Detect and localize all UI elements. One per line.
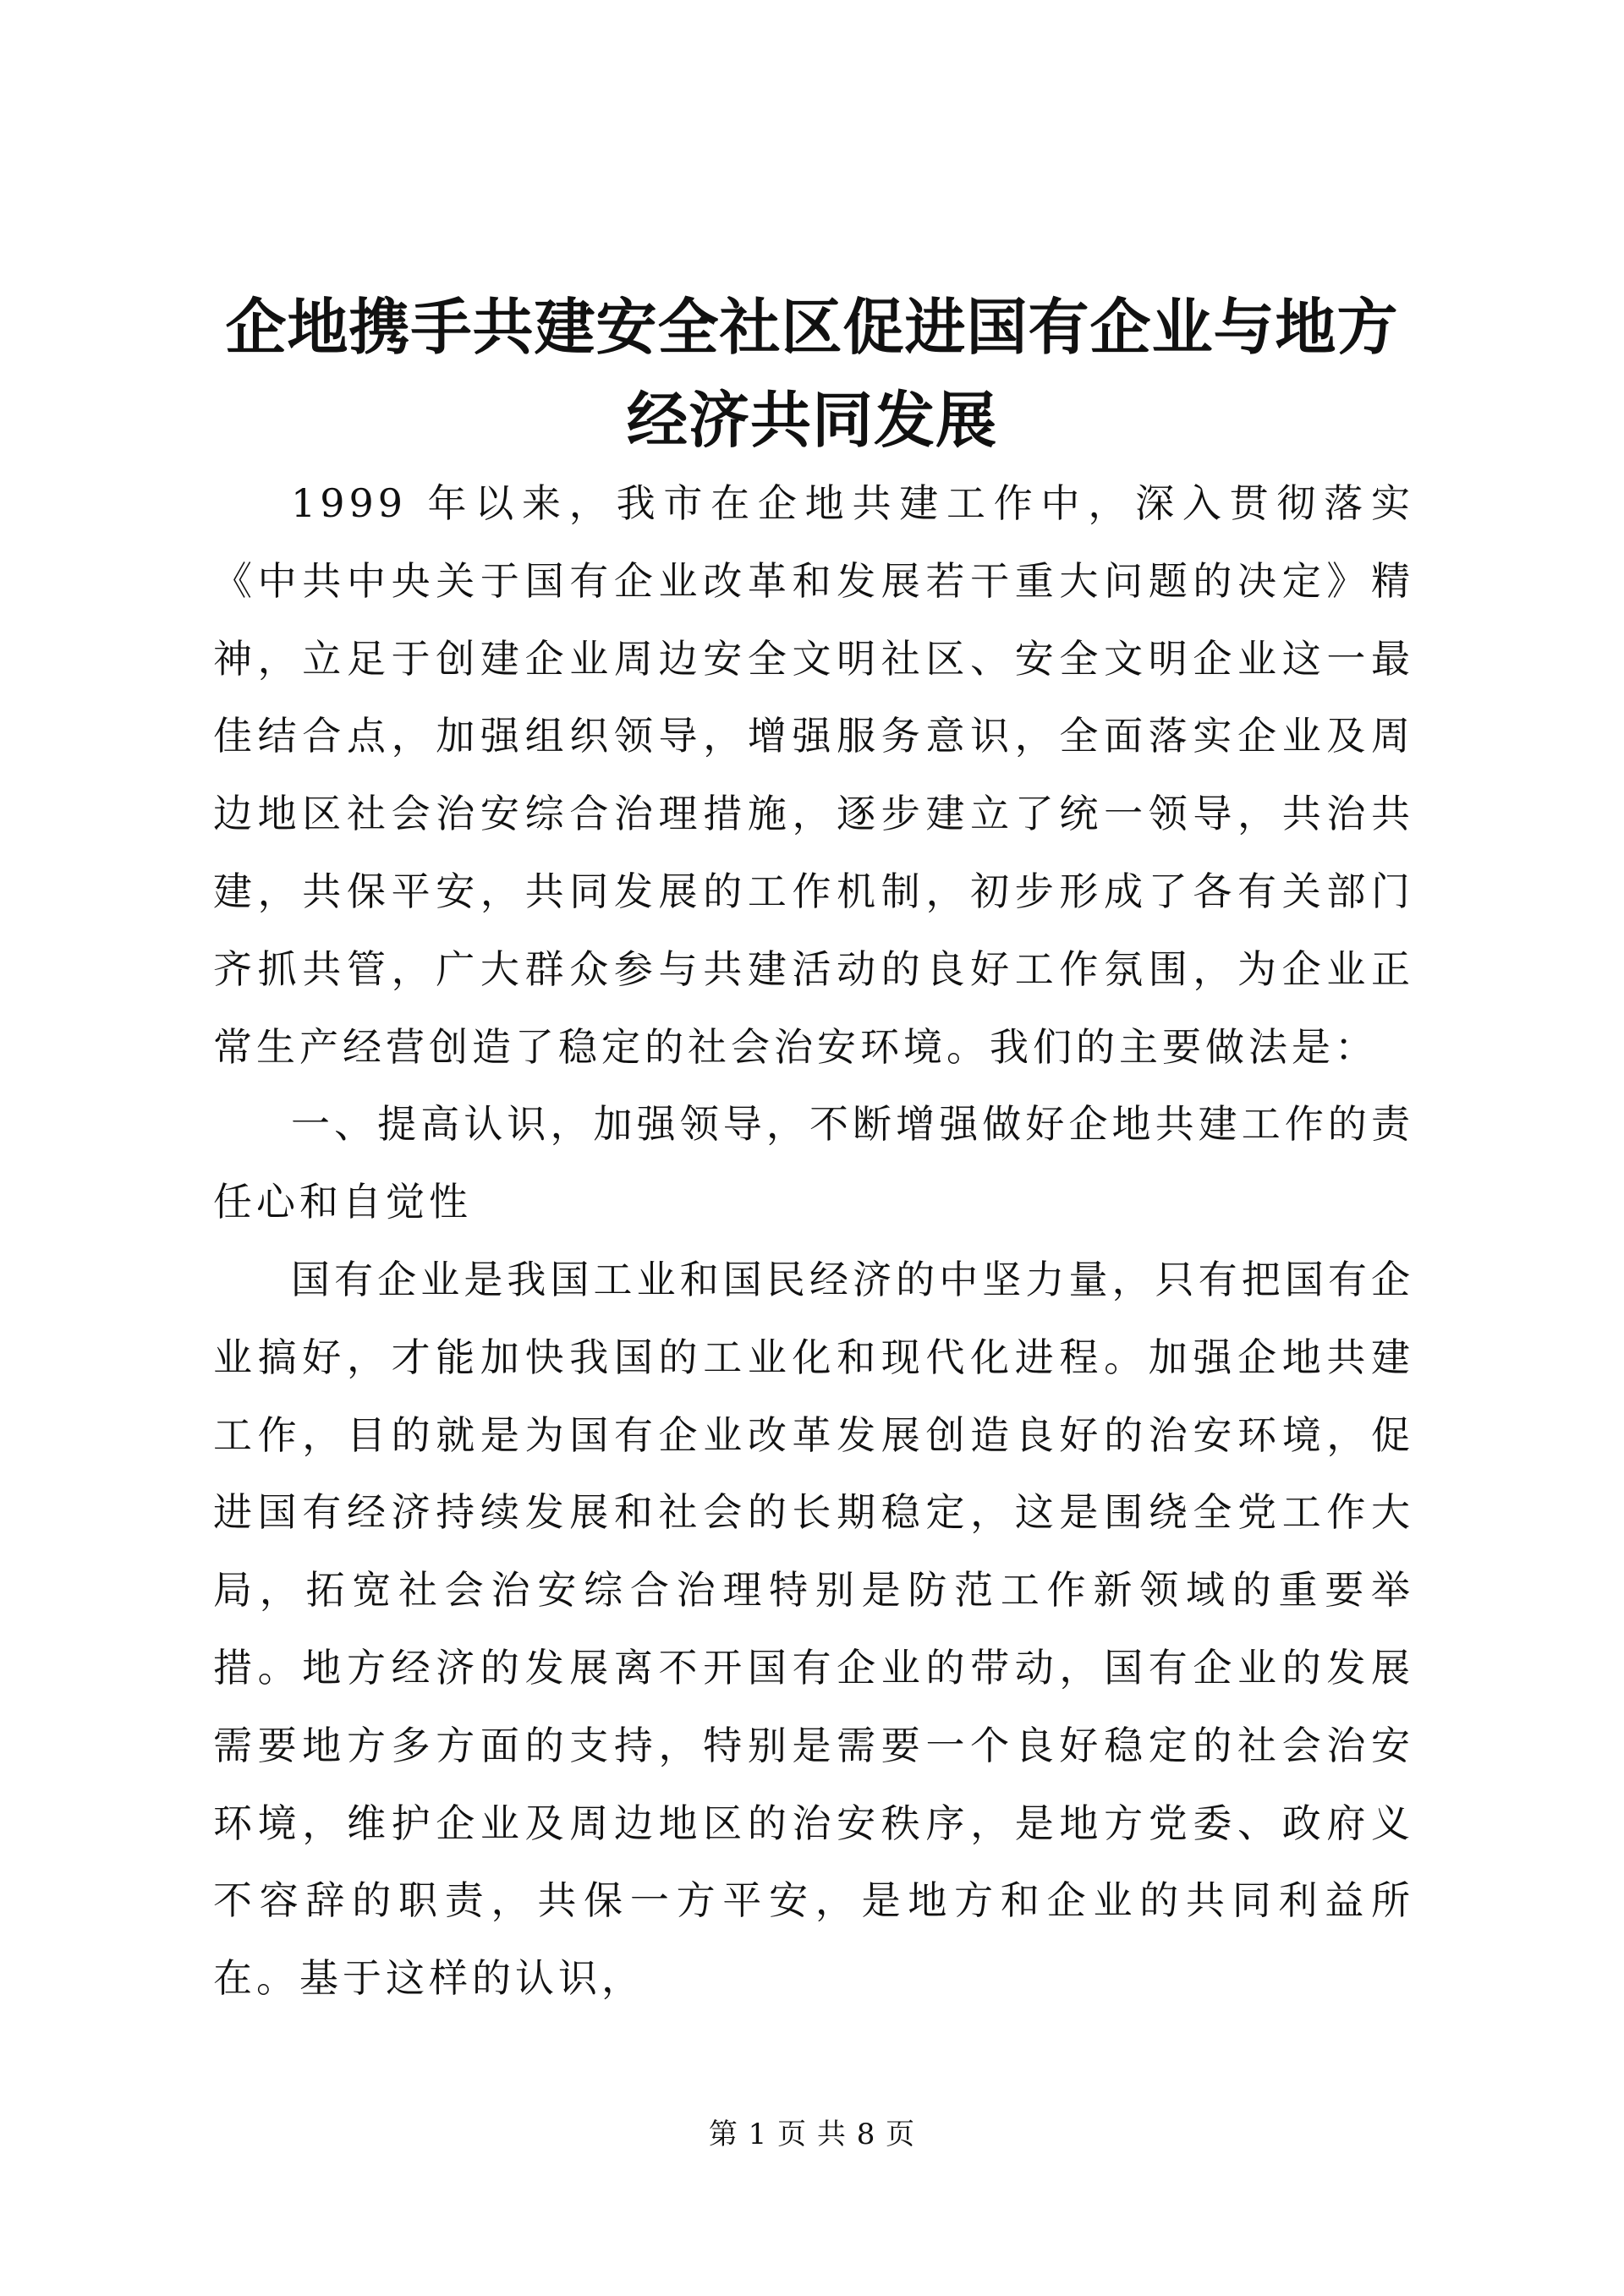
section-heading-1: 一、提高认识，加强领导，不断增强做好企地共建工作的责任心和自觉性 [213, 1101, 1414, 1225]
document-title: 企地携手共建安全社区促进国有企业与地方经济共同发展 [225, 291, 1399, 456]
page-number-footer: 第 1 页 共 8 页 [708, 2118, 916, 2151]
document-body [213, 465, 1414, 2018]
paragraph-intro: 1999 年以来，我市在企地共建工作中，深入贯彻落实《中共中央关于国有企业改革和发展若干重大问题的决定》精神，立足于创建企业周边安全文明社区、安全文明企业这一最佳结合点，加强组织领导，增强服务意识，全面落实企业及周边地区社会治安综合治理措施，逐步建立了统一领导，共治共建，共保平安，共同发展的工作机制，初步形成了各有关部门齐抓共管，广大群众参与共建活动的良好工作氛围，为企业正常生产经营创造了稳定的社会治安环境。我们的主要做法是： [213, 480, 1414, 1070]
paragraph-section-1: 国有企业是我国工业和国民经济的中坚力量，只有把国有企业搞好，才能加快我国的工业化和现代化进程。加强企地共建工作，目的就是为国有企业改革发展创造良好的治安环境，促进国有经济持续发展和社会的长期稳定，这是围绕全党工作大局，拓宽社会治安综合治理特别是防范工作新领域的重要举措。地方经济的发展离不开国有企业的带动，国有企业的发展需要地方多方面的支持，特别是需要一个良好稳定的社会治安环境，维护企业及周边地区的治安秩序，是地方党委、政府义不容辞的职责，共保一方平安，是地方和企业的共同利益所在。基于这样的认识， [213, 1256, 1414, 2002]
